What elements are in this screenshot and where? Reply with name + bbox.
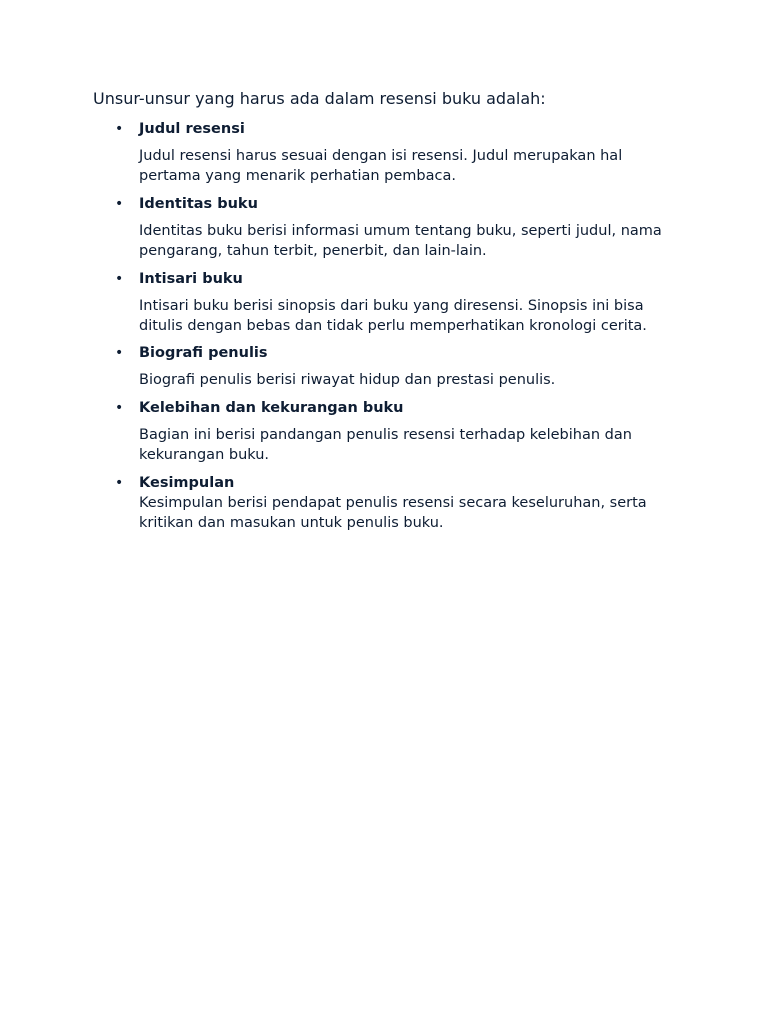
item-description: Intisari buku berisi sinopsis dari buku yang diresensi. Sinopsis ini bisa ditulis dengan bebas dan tidak perlu memperhatikan kronologi cerita. — [139, 297, 647, 335]
item-description: Judul resensi harus sesuai dengan isi resensi. Judul merupakan hal pertama yang menarik perhatian pembaca. — [139, 148, 623, 185]
item-description: Bagian ini berisi pandangan penulis resensi terhadap kelebihan dan kekurangan buku. — [139, 426, 632, 464]
item-description: Biografi penulis berisi riwayat hidup dan prestasi penulis. — [139, 372, 556, 389]
bullet-icon: • — [115, 345, 124, 362]
item-heading: Kesimpulan — [139, 474, 235, 491]
item-heading: Biografi penulis — [139, 345, 268, 362]
item-heading: Kelebihan dan kekurangan buku — [139, 399, 404, 416]
element-list — [0, 119, 768, 540]
bullet-icon: • — [115, 121, 124, 137]
list-item — [0, 343, 684, 390]
item-heading: Judul resensi — [139, 121, 245, 137]
bullet-icon: • — [115, 270, 124, 287]
item-description: Kesimpulan berisi pendapat penulis resensi secara keseluruhan, serta kritikan dan masukan untuk penulis buku. — [139, 494, 647, 532]
item-heading: Intisari buku — [139, 270, 243, 287]
bullet-icon: • — [115, 399, 124, 416]
list-item — [0, 398, 684, 466]
bullet-icon: • — [115, 195, 124, 212]
list-item — [0, 269, 684, 337]
list-item — [0, 194, 684, 262]
intro-text: Unsur-unsur yang harus ada dalam resensi buku adalah: — [93, 89, 546, 108]
item-heading: Identitas buku — [139, 195, 258, 212]
item-description: Identitas buku berisi informasi umum tentang buku, seperti judul, nama pengarang, tahun terbit, penerbit, dan lain-lain. — [139, 222, 662, 260]
list-item — [0, 119, 684, 187]
list-item — [0, 473, 684, 534]
bullet-icon: • — [115, 474, 124, 491]
